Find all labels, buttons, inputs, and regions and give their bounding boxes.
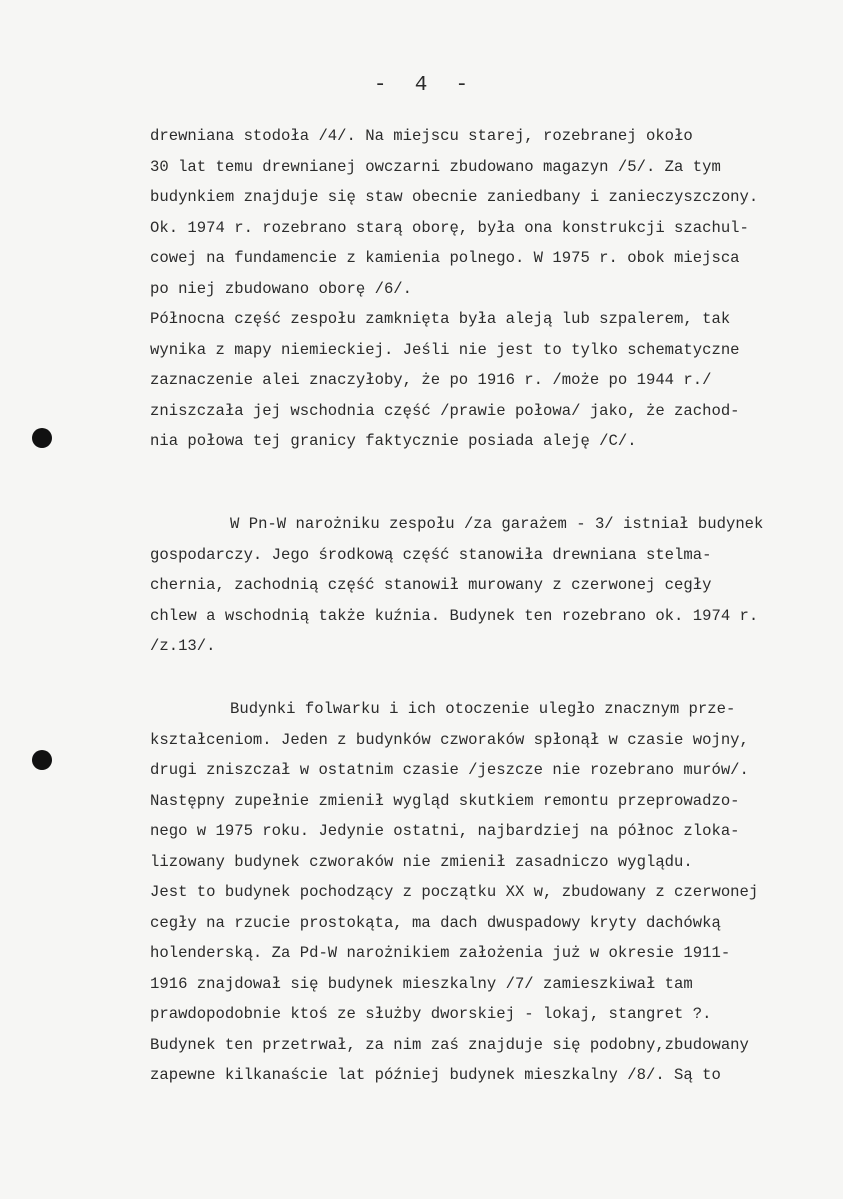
text-line: nego w 1975 roku. Jedynie ostatni, najbardziej na północ zloka-: [150, 822, 740, 840]
text-line: drewniana stodoła /4/. Na miejscu starej, rozebranej około: [150, 127, 693, 145]
paragraph-2: [150, 509, 825, 662]
text-line: lizowany budynek czworaków nie zmienił zasadniczo wyglądu.: [150, 852, 693, 871]
paragraph-3: [150, 694, 825, 1091]
text-line: Jest to budynek pochodzący z początku XX w, zbudowany z czerwonej: [150, 883, 759, 901]
text-line: kształceniom. Jeden z budynków czworaków spłonął w czasie wojny,: [150, 730, 749, 749]
text-line: cowej na fundamencie z kamienia polnego. W 1975 r. obok miejsca: [150, 249, 740, 267]
text-line: Północna część zespołu zamknięta była aleją lub szpalerem, tak: [150, 310, 731, 328]
punch-hole-top: [32, 428, 52, 448]
text-line: budynkiem znajduje się staw obecnie zaniedbany i zanieczyszczony.: [150, 188, 759, 206]
text-line: drugi zniszczał w ostatnim czasie /jeszcze nie rozebrano murów/.: [150, 761, 749, 779]
text-line: prawdopodobnie ktoś ze służby dworskiej - lokaj, stangret ?.: [150, 1005, 712, 1023]
text-line: gospodarczy. Jego środkową część stanowiła drewniana stelma-: [150, 545, 712, 564]
text-line: nia połowa tej granicy faktycznie posiada aleję /C/.: [150, 432, 637, 450]
text-line: W Pn-W narożniku zespołu /za garażem - 3/ istniał budynek: [230, 515, 764, 533]
paragraph-1: [150, 121, 825, 457]
text-line: zapewne kilkanaście lat później budynek mieszkalny /8/. Są to: [150, 1066, 721, 1084]
text-line: chernia, zachodnią część stanowił murowany z czerwonej cegły: [150, 576, 712, 594]
text-line: /z.13/.: [150, 637, 216, 655]
page-number: - 4 -: [373, 74, 470, 97]
text-line: 30 lat temu drewnianej owczarni zbudowano magazyn /5/. Za tym: [150, 157, 721, 176]
text-line: zniszczała jej wschodnia część /prawie połowa/ jako, że zachod-: [150, 401, 740, 420]
text-line: po niej zbudowano oborę /6/.: [150, 279, 413, 298]
text-line: Budynek ten przetrwał, za nim zaś znajduje się podobny,zbudowany: [150, 1035, 749, 1054]
text-line: wynika z mapy niemieckiej. Jeśli nie jest to tylko schematyczne: [150, 340, 740, 359]
text-line: cegły na rzucie prostokąta, ma dach dwuspadowy kryty dachówką: [150, 913, 721, 932]
text-line: Ok. 1974 r. rozebrano starą oborę, była ona konstrukcji szachul-: [150, 218, 749, 237]
text-line: 1916 znajdował się budynek mieszkalny /7/ zamieszkiwał tam: [150, 974, 693, 993]
text-line: Budynki folwarku i ich otoczenie uległo znacznym prze-: [230, 700, 736, 718]
text-line: Następny zupełnie zmienił wygląd skutkiem remontu przeprowadzo-: [150, 791, 740, 810]
text-line: holenderską. Za Pd-W narożnikiem założenia już w okresie 1911-: [150, 944, 731, 962]
text-line: chlew a wschodnią także kuźnia. Budynek ten rozebrano ok. 1974 r.: [150, 606, 759, 625]
text-line: zaznaczenie alei znaczyłoby, że po 1916 r. /może po 1944 r./: [150, 371, 712, 389]
punch-hole-bottom: [32, 750, 52, 770]
